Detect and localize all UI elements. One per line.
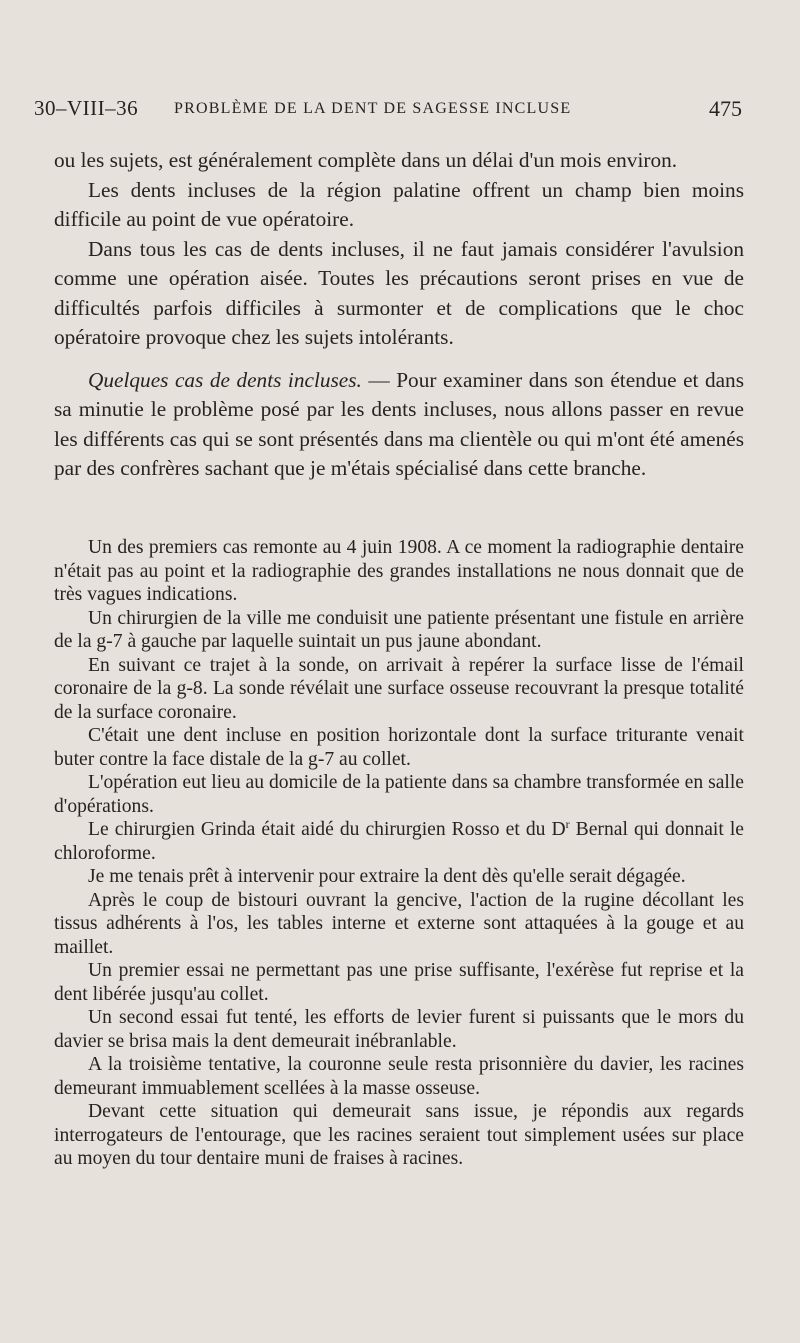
- paragraph-fistule: Un chirurgien de la ville me conduisit une patiente présentant une fistule en arrière de la g-7 à gauche par laquelle suintait un pus jaune abondant.: [54, 607, 744, 652]
- paragraph-ready: Je me tenais prêt à intervenir pour extraire la dent dès qu'elle serait dégagée.: [88, 866, 686, 887]
- paragraph-continuation: ou les sujets, est généralement complète dans un délai d'un mois environ.: [54, 148, 678, 172]
- paragraph-avulsion: Dans tous les cas de dents incluses, il ne faut jamais considérer l'avulsion comme une opération aisée. Toutes les précautions seront prises en vue de difficultés parfois difficiles à surmonter et de complications que le choc opératoire provoque chez les sujets intolérants.: [54, 236, 744, 349]
- surgeons-text-end: Bernal qui donnait le chloroforme.: [54, 819, 744, 864]
- surgeons-text-start: Le chirurgien Grinda était aidé du chirurgien Rosso et du D: [88, 819, 566, 840]
- main-text-large: [54, 146, 744, 484]
- paragraph-second-attempt: Un second essai fut tenté, les efforts de levier furent si puissants que le mors du davier se brisa mais la dent demeurait inébranlable.: [54, 1007, 744, 1052]
- paragraph-bistouri: Après le coup de bistouri ouvrant la gencive, l'action de la rugine décollant les tissus adhérents à l'os, les tables interne et externe sont attaquées à la gouge et au maillet.: [54, 889, 744, 958]
- paragraph-conclusion: Devant cette situation qui demeurait sans issue, je répondis aux regards interrogateurs de l'entourage, que les racines seraient tout simplement usées sur place au moyen du tour dentaire muni de fraises à racines.: [54, 1101, 744, 1169]
- header-date: 30–VIII–36: [34, 96, 139, 120]
- section-dash: —: [361, 367, 397, 392]
- paragraph-first-attempt: Un premier essai ne permettant pas une prise suffisante, l'exérèse fut reprise et la dent libérée jusqu'au collet.: [54, 960, 744, 1005]
- header-title: PROBLÈME DE LA DENT DE SAGESSE INCLUSE: [174, 100, 572, 117]
- paragraph-first-case: Un des premiers cas remonte au 4 juin 1908. A ce moment la radiographie dentaire n'était pas au point et la radiographie des grandes installations ne nous donnait que de très vagues indications.: [54, 537, 744, 605]
- doctor-superscript: r: [565, 817, 570, 831]
- running-header: [34, 96, 742, 128]
- paragraph-operation: L'opération eut lieu au domicile de la patiente dans sa chambre transformée en salle d'opérations.: [54, 772, 744, 817]
- section-paragraph: [54, 366, 744, 484]
- paragraph-third-attempt: A la troisième tentative, la couronne seule resta prisonnière du davier, les racines demeurant immuablement scellées à la masse osseuse.: [54, 1054, 744, 1099]
- paragraph-sonde: En suivant ce trajet à la sonde, on arrivait à repérer la surface lisse de l'émail coronaire de la g-8. La sonde révélait une surface osseuse recouvrant la presque totalité de la surface coronaire.: [54, 654, 744, 723]
- paragraph-horizontal: C'était une dent incluse en position horizontale dont la surface triturante venait buter contre la face distale de la g-7 au collet.: [54, 725, 744, 770]
- main-text-small: [54, 536, 744, 1171]
- page-number: 475: [709, 96, 742, 121]
- paragraph-surgeons: [54, 818, 744, 865]
- section-text: Pour examiner dans son étendue et dans sa minutie le problème posé par les dents incluses, nous allons passer en revue les différents cas qui se sont présentés dans ma clientèle ou qui m'ont été amenés par des confrères sachant que je m'étais spécialisé dans cette branche.: [54, 367, 744, 480]
- section-heading: Quelques cas de dents incluses.: [88, 367, 362, 392]
- paragraph-palatine: Les dents incluses de la région palatine offrent un champ bien moins difficile au point de vue opératoire.: [54, 177, 744, 231]
